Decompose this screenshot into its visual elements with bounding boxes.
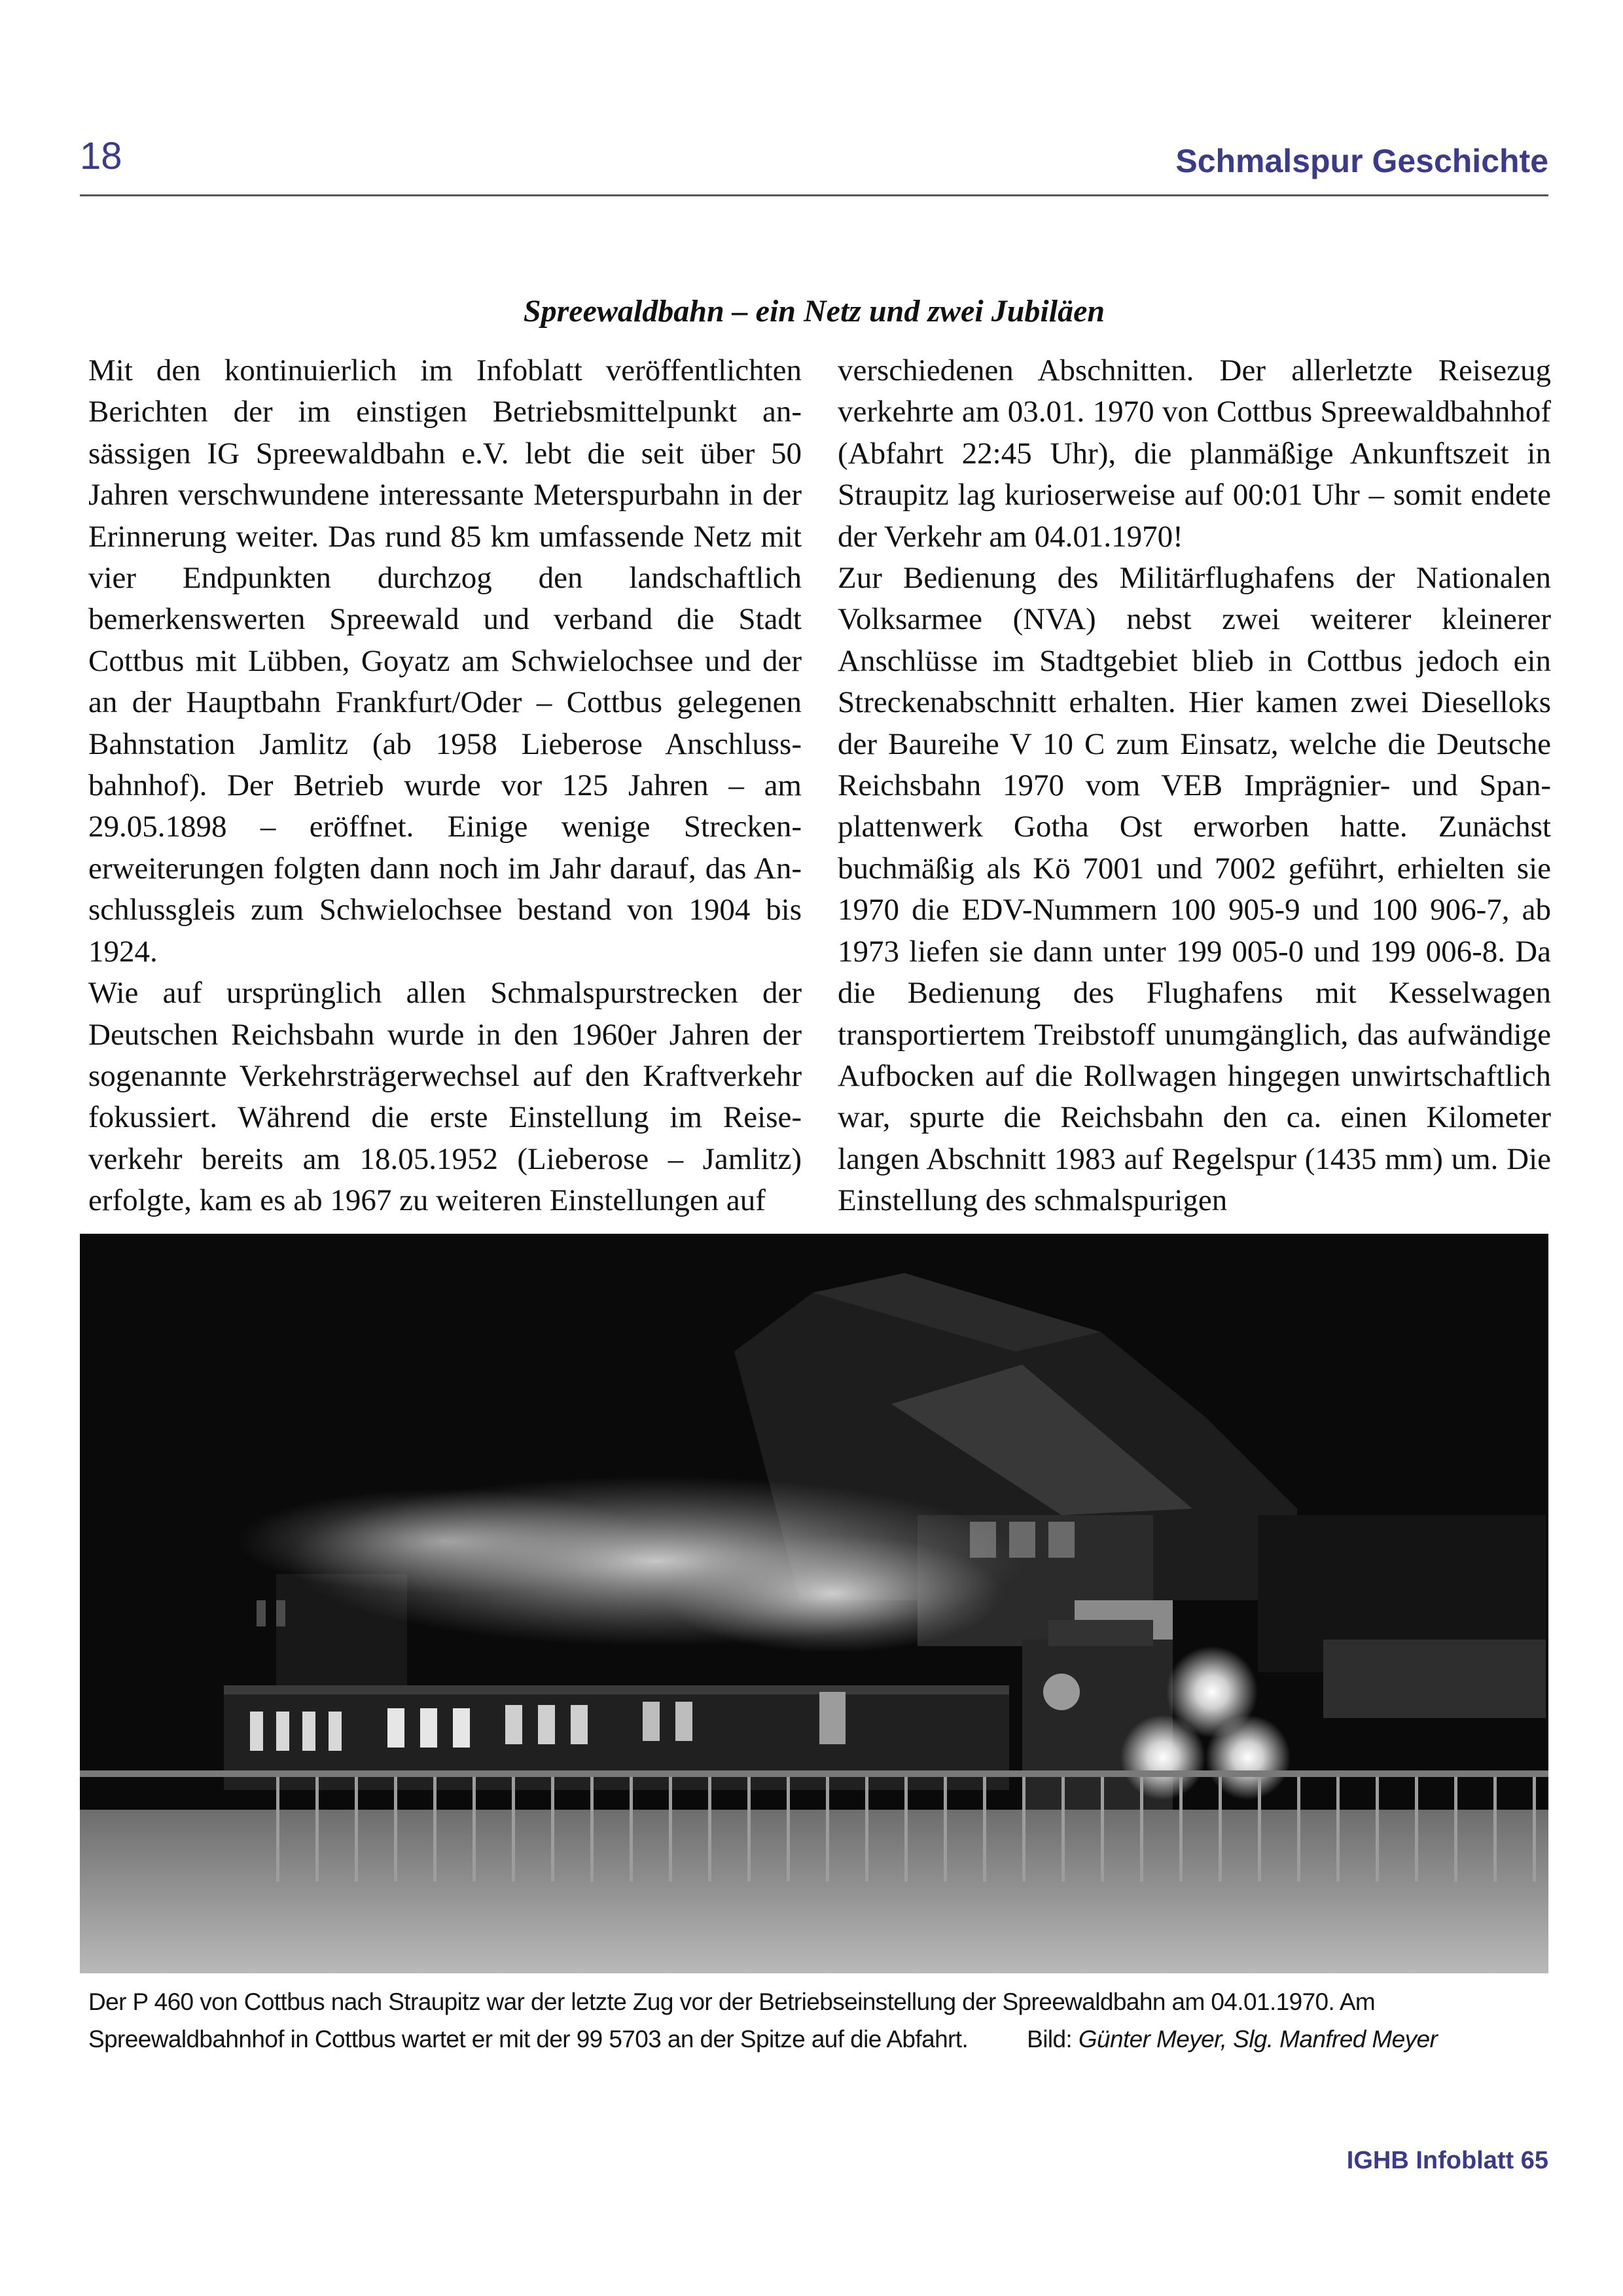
article-title: Spreewaldbahn – ein Netz und zwei Jubiläen bbox=[523, 294, 1105, 329]
photo-credit: Günter Meyer, Slg. Manfred Meyer bbox=[1078, 2026, 1438, 2053]
caption-text: Der P 460 von Cottbus nach Straupitz war der letzte Zug vor der Betriebseinstellung der Spreewaldbahn am 04.01.1970. Am Spreewaldbahnhof in Cottbus wartet er mit der 99 5703 an der Spitze auf die Abfahrt. bbox=[88, 1988, 1376, 2053]
night-train-photo bbox=[80, 1234, 1548, 1973]
article-paragraph-continued: verschiedenen Abschnitten. Der allerletzte Reisezug verkehrte am 03.01. 1970 von Cottbus Spreewaldbahnhof (Abfahrt 22:45 Uhr), die planmäßige Ankunftszeit in Straupitz lag kurioserweise auf 00:01 Uhr – somit endete der Verkehr am 04.01.1970! bbox=[838, 353, 1551, 554]
article-paragraph: Wie auf ursprünglich allen Schmalspurstrecken der Deutschen Reichsbahn wurde in den 1960er Jahren der sogenannte Verkehrsträgerwechsel auf den Kraftverkehr fokussiert. Während die erste Einstellung im Reiseverkehr bereits am 18.05.1952 (Lieberose – Jamlitz) erfolgte, kam es ab 1967 zu weiteren Einstellungen auf bbox=[88, 976, 802, 1218]
text-column-left bbox=[88, 350, 802, 1230]
credit-label: Bild: bbox=[1027, 2026, 1073, 2053]
photo-caption bbox=[88, 1983, 1548, 2058]
section-title: Schmalspur Geschichte bbox=[1175, 143, 1548, 179]
article-paragraph: Mit den kontinuierlich im Infoblatt veröffentlichten Berichten der im einstigen Betriebsmittelpunkt ansässigen IG Spreewaldbahn e.V. lebt die seit über 50 Jahren verschwundene interessante Meterspurbahn in der Erinnerung weiter. Das rund 85 km umfassende Netz mit vier Endpunkten durchzog den landschaftlich bemerkenswerten Spreewald und verband die Stadt Cottbus mit Lübben, Goyatz am Schwielochsee und der an der Hauptbahn Frankfurt/Oder – Cottbus gelegenen Bahnstation Jamlitz (ab 1958 Lieberose Anschlussbahnhof). Der Betrieb wurde vor 125 Jahren – am 29.05.1898 – eröffnet. Einige wenige Streckenerweiterungen folgten dann noch im Jahr darauf, das Anschlussgleis zum Schwielochsee bestand von 1904 bis 1924. bbox=[88, 353, 802, 969]
page-number: 18 bbox=[80, 135, 122, 177]
text-column-right bbox=[838, 350, 1551, 1230]
article-paragraph-continued: Zur Bedienung des Militärflughafens der Nationalen Volksarmee (NVA) nebst zwei weiterer kleinerer Anschlüsse im Stadtgebiet blieb in Cottbus jedoch ein Streckenabschnitt erhalten. Hier kamen zwei Dieselloks der Baureihe V 10 C zum Einsatz, welche die Deutsche Reichsbahn 1970 vom VEB Imprägnier- und Spanplattenwerk Gotha Ost erworben hatte. Zunächst buchmäßig als Kö 7001 und 7002 geführt, erhielten sie 1970 die EDV-Nummern 100 905-9 und 100 906-7, ab 1973 liefen sie dann unter 199 005-0 und 199 006-8. Da die Bedienung des Flughafens mit Kesselwagen transportiertem Treibstoff unumgänglich, das aufwändige Aufbocken auf die Rollwagen hingegen unwirtschaftlich war, spurte die Reichsbahn den ca. einen Kilometer langen Abschnitt 1983 auf Regelspur (1435 mm) um. Die Einstellung des schmalspurigen bbox=[838, 561, 1551, 1218]
footer-publication: IGHB Infoblatt 65 bbox=[1346, 2147, 1548, 2174]
running-header bbox=[80, 134, 1548, 196]
